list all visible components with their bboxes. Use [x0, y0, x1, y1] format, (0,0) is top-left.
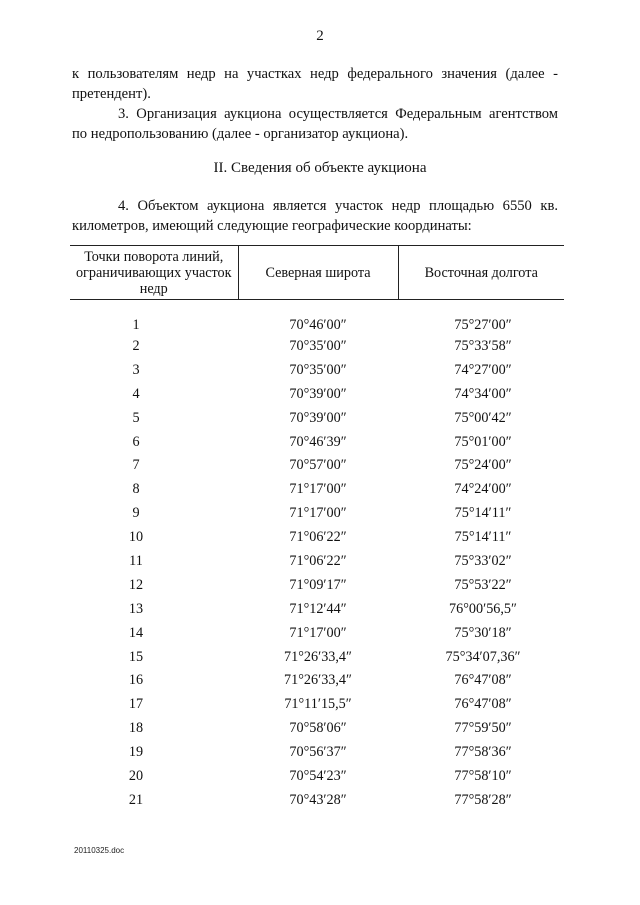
table-row	[70, 788, 564, 812]
latitude-cell: 70°56′37″	[289, 744, 347, 761]
table-row	[70, 549, 564, 573]
longitude-cell: 75°30′18″	[454, 624, 512, 641]
table-row	[70, 716, 564, 740]
latitude-cell: 71°06′22″	[289, 552, 347, 569]
table-row	[70, 430, 564, 454]
latitude-cell: 70°35′00″	[289, 361, 347, 378]
paragraph-3: 3. Организация аукциона осуществляется Федеральным агентством по недропользованию (далее - организатор аукциона).	[72, 106, 558, 142]
table-row	[70, 525, 564, 549]
header-longitude: Восточная долгота	[398, 246, 564, 300]
table-row	[70, 406, 564, 430]
latitude-cell: 71°12′44″	[289, 600, 347, 617]
longitude-cell: 77°59′50″	[454, 720, 512, 737]
point-cell: 19	[128, 744, 144, 761]
coordinates-table	[70, 245, 564, 812]
latitude-cell: 70°57′00″	[289, 457, 347, 474]
point-cell: 20	[128, 767, 144, 784]
longitude-cell: 77°58′28″	[454, 791, 512, 808]
latitude-cell: 70°39′00″	[289, 385, 347, 402]
latitude-cell: 70°43′28″	[289, 791, 347, 808]
latitude-cell: 70°39′00″	[289, 409, 347, 426]
longitude-cell: 75°53′22″	[454, 576, 512, 593]
header-latitude: Северная широта	[238, 246, 398, 300]
latitude-cell: 70°35′00″	[289, 337, 347, 354]
longitude-cell: 74°27′00″	[454, 361, 512, 378]
table-body	[70, 300, 564, 812]
table-row	[70, 692, 564, 716]
table-row	[70, 668, 564, 692]
point-cell: 10	[128, 529, 144, 546]
longitude-cell: 76°00′56,5″	[449, 600, 517, 617]
footer-filename: 20110325.doc	[74, 846, 125, 855]
point-cell: 17	[128, 696, 144, 713]
table-row	[70, 764, 564, 788]
point-cell: 15	[128, 648, 144, 665]
table-row	[70, 740, 564, 764]
paragraph-4: 4. Объектом аукциона является участок недр площадью 6550 кв. километров, имеющий следующие географические координаты:	[72, 198, 558, 234]
table-row	[70, 645, 564, 669]
point-cell: 5	[132, 409, 140, 426]
longitude-cell: 75°33′58″	[454, 337, 512, 354]
table-row	[70, 453, 564, 477]
longitude-cell: 75°33′02″	[454, 552, 512, 569]
point-cell: 18	[128, 720, 144, 737]
table-row	[70, 501, 564, 525]
latitude-cell: 71°17′00″	[289, 624, 347, 641]
table-row	[70, 382, 564, 406]
longitude-cell: 77°58′10″	[454, 767, 512, 784]
longitude-cell: 76°47′08″	[454, 672, 512, 689]
latitude-cell: 71°09′17″	[289, 576, 347, 593]
page-number: 2	[316, 28, 324, 44]
table-row	[70, 358, 564, 382]
longitude-cell: 75°27′00″	[454, 317, 512, 333]
point-cell: 1	[132, 317, 140, 333]
latitude-cell: 71°17′00″	[289, 481, 347, 498]
latitude-cell: 70°58′06″	[289, 720, 347, 737]
table-row	[70, 597, 564, 621]
latitude-cell: 71°11′15,5″	[284, 696, 352, 713]
table-row	[70, 477, 564, 501]
latitude-cell: 70°54′23″	[289, 767, 347, 784]
latitude-cell: 70°46′00″	[289, 317, 347, 333]
point-cell: 7	[132, 457, 140, 474]
table-row	[70, 300, 564, 335]
point-cell: 8	[132, 481, 140, 498]
section-heading: II. Сведения об объекте аукциона	[213, 160, 427, 176]
table-row	[70, 621, 564, 645]
point-cell: 6	[132, 433, 140, 450]
table-header	[70, 246, 564, 300]
header-point: Точки поворота линий, ограничивающих участок недр	[70, 246, 238, 300]
point-cell: 13	[128, 600, 144, 617]
longitude-cell: 76°47′08″	[454, 696, 512, 713]
latitude-cell: 71°26′33,4″	[284, 648, 352, 665]
table-row	[70, 573, 564, 597]
longitude-cell: 77°58′36″	[454, 744, 512, 761]
latitude-cell: 71°06′22″	[289, 529, 347, 546]
point-cell: 16	[128, 672, 144, 689]
longitude-cell: 75°14′11″	[454, 529, 512, 546]
point-cell: 14	[128, 624, 144, 641]
longitude-cell: 74°34′00″	[454, 385, 512, 402]
longitude-cell: 74°24′00″	[454, 481, 512, 498]
longitude-cell: 75°24′00″	[454, 457, 512, 474]
longitude-cell: 75°34′07,36″	[445, 648, 521, 665]
table-row	[70, 334, 564, 358]
longitude-cell: 75°14′11″	[454, 505, 512, 522]
paragraph-continuation: к пользователям недр на участках недр федерального значения (далее - претендент).	[72, 66, 558, 102]
longitude-cell: 75°01′00″	[454, 433, 512, 450]
point-cell: 3	[132, 361, 140, 378]
point-cell: 12	[128, 576, 144, 593]
point-cell: 9	[132, 505, 140, 522]
latitude-cell: 71°17′00″	[289, 505, 347, 522]
point-cell: 4	[132, 385, 140, 402]
latitude-cell: 71°26′33,4″	[284, 672, 352, 689]
point-cell: 21	[128, 791, 144, 808]
point-cell: 2	[132, 337, 140, 354]
point-cell: 11	[129, 552, 143, 569]
latitude-cell: 70°46′39″	[289, 433, 347, 450]
longitude-cell: 75°00′42″	[454, 409, 512, 426]
